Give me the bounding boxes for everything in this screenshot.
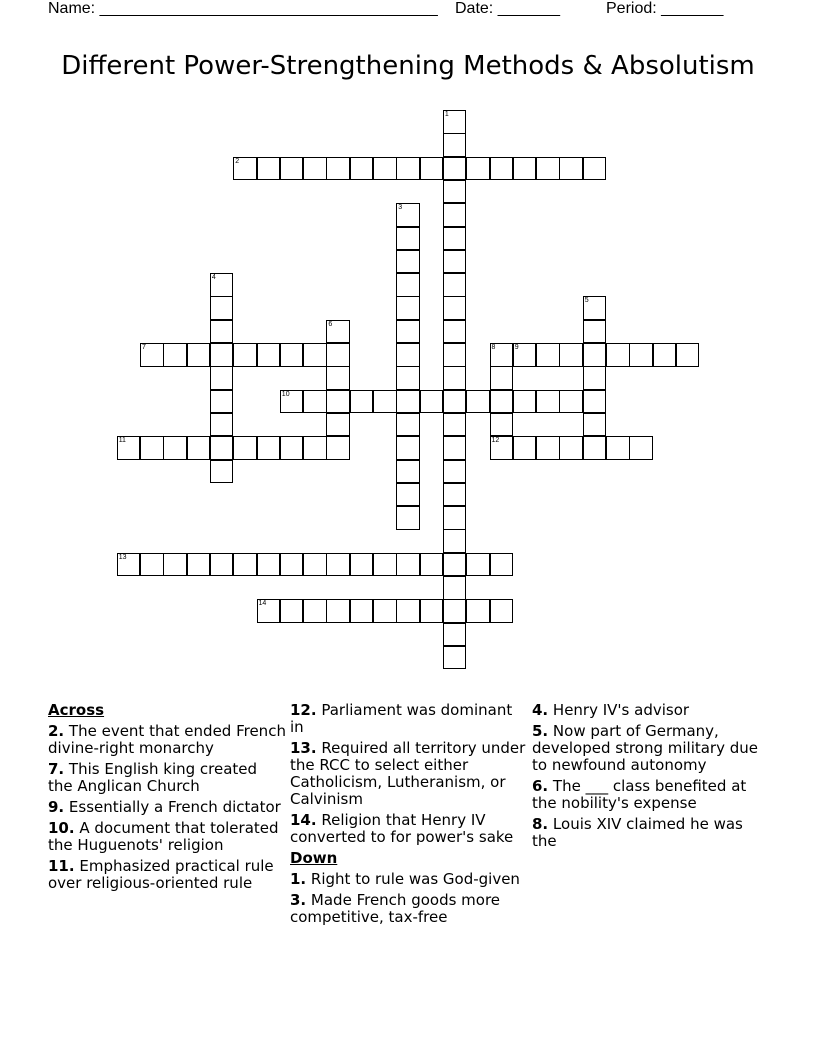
- crossword-cell[interactable]: [396, 599, 420, 623]
- clue-number-label: 8: [491, 344, 496, 351]
- crossword-cell[interactable]: [513, 343, 537, 367]
- clues-column-1: [48, 702, 286, 896]
- crossword-cell[interactable]: [490, 366, 514, 390]
- crossword-cell[interactable]: [396, 227, 420, 251]
- clue-text: Essentially a French dictator: [68, 798, 281, 816]
- crossword-cell[interactable]: [303, 390, 327, 414]
- clue-section-heading: Down: [290, 849, 338, 867]
- crossword-cell[interactable]: [257, 436, 281, 460]
- clue-item: [532, 816, 762, 850]
- crossword-cell[interactable]: [350, 390, 374, 414]
- crossword-cell[interactable]: [420, 157, 444, 181]
- crossword-cell[interactable]: [443, 133, 467, 157]
- clue-text: Henry IV's advisor: [552, 701, 690, 719]
- crossword-cell[interactable]: [233, 343, 257, 367]
- crossword-cell[interactable]: [117, 553, 141, 577]
- crossword-cell[interactable]: [583, 296, 607, 320]
- crossword-cell[interactable]: [536, 157, 560, 181]
- crossword-cell[interactable]: [326, 390, 350, 414]
- crossword-cell[interactable]: [396, 390, 420, 414]
- crossword-cell[interactable]: [140, 343, 164, 367]
- crossword-cell[interactable]: [559, 343, 583, 367]
- clue-number: 12.: [290, 701, 317, 719]
- period-field[interactable]: Period: _______: [606, 0, 724, 17]
- crossword-cell[interactable]: [233, 553, 257, 577]
- crossword-cell[interactable]: [606, 343, 630, 367]
- crossword-cell[interactable]: [559, 157, 583, 181]
- clue-item: [532, 723, 762, 774]
- crossword-cell[interactable]: [373, 553, 397, 577]
- clues-column-2: [290, 702, 528, 930]
- clue-text: Now part of Germany, developed strong military due to newfound autonomy: [532, 722, 759, 774]
- crossword-cell[interactable]: [396, 460, 420, 484]
- crossword-cell[interactable]: [583, 413, 607, 437]
- crossword-cell[interactable]: [140, 553, 164, 577]
- crossword-cell[interactable]: [303, 599, 327, 623]
- clue-number: 11.: [48, 857, 75, 875]
- crossword-cell[interactable]: [443, 623, 467, 647]
- crossword-cell[interactable]: [583, 343, 607, 367]
- crossword-cell[interactable]: [280, 553, 304, 577]
- crossword-cell[interactable]: [443, 413, 467, 437]
- crossword-cell[interactable]: [583, 157, 607, 181]
- clue-item: [290, 702, 528, 736]
- crossword-cell[interactable]: [303, 436, 327, 460]
- crossword-cell[interactable]: [350, 157, 374, 181]
- crossword-cell[interactable]: [443, 599, 467, 623]
- crossword-cell[interactable]: [396, 157, 420, 181]
- clue-text: A document that tolerated the Huguenots' religion: [48, 819, 279, 854]
- clue-number: 10.: [48, 819, 75, 837]
- crossword-cell[interactable]: [443, 529, 467, 553]
- crossword-cell[interactable]: [583, 320, 607, 344]
- crossword-cell[interactable]: [396, 203, 420, 227]
- page-title: Different Power-Strengthening Methods & Absolutism: [61, 51, 755, 81]
- crossword-cell[interactable]: [373, 390, 397, 414]
- clue-number: 14.: [290, 811, 317, 829]
- clue-text: This English king created the Anglican Church: [48, 760, 258, 795]
- crossword-cell[interactable]: [536, 436, 560, 460]
- clue-number-label: 5: [584, 297, 589, 305]
- crossword-cell[interactable]: [326, 436, 350, 460]
- crossword-cell[interactable]: [187, 343, 211, 367]
- crossword-cell[interactable]: [466, 390, 490, 414]
- clue-number-label: 4: [211, 274, 216, 282]
- clue-section-heading: Across: [48, 701, 105, 719]
- crossword-cell[interactable]: [187, 553, 211, 577]
- crossword-cell[interactable]: [443, 390, 467, 414]
- crossword-cell[interactable]: [396, 506, 420, 530]
- crossword-cell[interactable]: [280, 157, 304, 181]
- clue-item: [48, 761, 286, 795]
- clue-text: Parliament was dominant in: [290, 701, 513, 736]
- clue-number-label: 10: [281, 390, 290, 398]
- crossword-cell[interactable]: [210, 460, 234, 484]
- clue-item: [532, 778, 762, 812]
- crossword-cell[interactable]: [396, 320, 420, 344]
- crossword-cell[interactable]: [326, 599, 350, 623]
- clue-item: [290, 892, 528, 926]
- crossword-cell[interactable]: [443, 227, 467, 251]
- clue-number: 1.: [290, 870, 307, 888]
- crossword-cell[interactable]: [466, 157, 490, 181]
- crossword-cell[interactable]: [350, 553, 374, 577]
- crossword-cell[interactable]: [280, 390, 304, 414]
- crossword-cell[interactable]: [326, 553, 350, 577]
- crossword-cell[interactable]: [420, 599, 444, 623]
- crossword-cell[interactable]: [443, 110, 467, 134]
- crossword-cell[interactable]: [163, 553, 187, 577]
- crossword-cell[interactable]: [490, 390, 514, 414]
- name-field[interactable]: Name: ______________________________________: [48, 0, 438, 17]
- crossword-cell[interactable]: [676, 343, 700, 367]
- crossword-cell[interactable]: [443, 460, 467, 484]
- crossword-cell[interactable]: [373, 599, 397, 623]
- clue-number-label: 11: [118, 437, 126, 445]
- clue-text: The event that ended French divine-right monarchy: [48, 722, 286, 757]
- clue-text: Required all territory under the RCC to select either Catholicism, Lutheranism, or Calvinism: [290, 739, 526, 808]
- crossword-cell[interactable]: [443, 180, 467, 204]
- crossword-cell[interactable]: [396, 366, 420, 390]
- clue-item: [290, 871, 528, 888]
- crossword-cell[interactable]: [257, 599, 281, 623]
- crossword-cell[interactable]: [396, 343, 420, 367]
- clue-item: [290, 812, 528, 846]
- crossword-cell[interactable]: [210, 413, 234, 437]
- crossword-cell[interactable]: [513, 436, 537, 460]
- crossword-cell[interactable]: [443, 203, 467, 227]
- crossword-cell[interactable]: [443, 436, 467, 460]
- clue-item: [290, 740, 528, 808]
- crossword-cell[interactable]: [443, 296, 467, 320]
- clue-text: The ___ class benefited at the nobility's expense: [532, 777, 747, 812]
- clue-number-label: 9: [514, 344, 519, 351]
- clue-text: Right to rule was God-given: [310, 870, 520, 888]
- clue-number-label: 6: [328, 320, 333, 328]
- clue-number: 7.: [48, 760, 65, 778]
- crossword-cell[interactable]: [187, 436, 211, 460]
- clue-number-label: 13: [118, 553, 127, 561]
- crossword-cell[interactable]: [583, 390, 607, 414]
- crossword-cell[interactable]: [443, 483, 467, 507]
- crossword-cell[interactable]: [513, 390, 537, 414]
- crossword-cell[interactable]: [466, 599, 490, 623]
- clue-number: 8.: [532, 815, 549, 833]
- crossword-cell[interactable]: [653, 343, 677, 367]
- crossword-cell[interactable]: [420, 553, 444, 577]
- crossword-cell[interactable]: [140, 436, 164, 460]
- crossword-cell[interactable]: [559, 436, 583, 460]
- crossword-cell[interactable]: [443, 646, 467, 670]
- crossword-cell[interactable]: [396, 250, 420, 274]
- crossword-cell[interactable]: [326, 366, 350, 390]
- clue-item: [48, 858, 286, 892]
- clue-number: 3.: [290, 891, 307, 909]
- crossword-cell[interactable]: [559, 390, 583, 414]
- crossword-cell[interactable]: [443, 273, 467, 297]
- crossword-cell[interactable]: [303, 343, 327, 367]
- clue-number-label: 12: [491, 437, 500, 445]
- clue-item: [48, 799, 286, 816]
- crossword-cell[interactable]: [233, 157, 257, 181]
- clue-number-label: 1: [444, 111, 449, 118]
- clue-number: 9.: [48, 798, 65, 816]
- crossword-cell[interactable]: [606, 436, 630, 460]
- crossword-cell[interactable]: [326, 343, 350, 367]
- crossword-cell[interactable]: [396, 483, 420, 507]
- crossword-cell[interactable]: [583, 436, 607, 460]
- clue-number-label: 7: [142, 344, 146, 351]
- crossword-cell[interactable]: [396, 273, 420, 297]
- crossword-cell[interactable]: [490, 436, 514, 460]
- crossword-cell[interactable]: [233, 436, 257, 460]
- crossword-cell[interactable]: [163, 343, 187, 367]
- crossword-cell[interactable]: [350, 599, 374, 623]
- clue-number: 6.: [532, 777, 549, 795]
- crossword-cell[interactable]: [280, 599, 304, 623]
- crossword-cell[interactable]: [583, 366, 607, 390]
- crossword-cell[interactable]: [513, 157, 537, 181]
- crossword-cell[interactable]: [443, 506, 467, 530]
- crossword-cell[interactable]: [210, 390, 234, 414]
- crossword-cell[interactable]: [443, 320, 467, 344]
- crossword-cell[interactable]: [210, 553, 234, 577]
- crossword-cell[interactable]: [303, 157, 327, 181]
- crossword-cell[interactable]: [490, 553, 514, 577]
- crossword-cell[interactable]: [536, 390, 560, 414]
- clue-item: [48, 723, 286, 757]
- date-field[interactable]: Date: _______: [455, 0, 560, 17]
- crossword-cell[interactable]: [373, 157, 397, 181]
- crossword-cell[interactable]: [280, 343, 304, 367]
- crossword-cell[interactable]: [257, 157, 281, 181]
- crossword-cell[interactable]: [629, 343, 653, 367]
- clue-item: [48, 820, 286, 854]
- crossword-cell[interactable]: [490, 343, 514, 367]
- crossword-cell[interactable]: [210, 343, 234, 367]
- crossword-cell[interactable]: [257, 553, 281, 577]
- crossword-cell[interactable]: [210, 366, 234, 390]
- crossword-cell[interactable]: [629, 436, 653, 460]
- crossword-cell[interactable]: [466, 553, 490, 577]
- crossword-cell[interactable]: [536, 343, 560, 367]
- crossword-cell[interactable]: [257, 343, 281, 367]
- clue-number: 2.: [48, 722, 65, 740]
- clue-item: [532, 702, 762, 719]
- crossword-cell[interactable]: [420, 390, 444, 414]
- clue-text: Emphasized practical rule over religious-oriented rule: [48, 857, 274, 892]
- crossword-cell[interactable]: [443, 553, 467, 577]
- clue-number-label: 2: [235, 157, 240, 165]
- crossword-cell[interactable]: [443, 157, 467, 181]
- clues-column-3: [532, 702, 762, 854]
- crossword-cell[interactable]: [396, 553, 420, 577]
- crossword-cell[interactable]: [326, 320, 350, 344]
- crossword-cell[interactable]: [210, 436, 234, 460]
- clue-number-label: 14: [258, 600, 267, 608]
- clue-text: Religion that Henry IV converted to for power's sake: [290, 811, 514, 846]
- clue-number: 5.: [532, 722, 549, 740]
- crossword-cell[interactable]: [396, 296, 420, 320]
- crossword-cell[interactable]: [443, 250, 467, 274]
- crossword-cell[interactable]: [210, 320, 234, 344]
- crossword-cell[interactable]: [303, 553, 327, 577]
- crossword-cell[interactable]: [163, 436, 187, 460]
- clue-text: Made French goods more competitive, tax-free: [290, 891, 501, 926]
- crossword-cell[interactable]: [490, 413, 514, 437]
- crossword-cell[interactable]: [210, 273, 234, 297]
- clue-number: 4.: [532, 701, 549, 719]
- crossword-cell[interactable]: [396, 436, 420, 460]
- clue-number: 13.: [290, 739, 317, 757]
- crossword-cell[interactable]: [490, 157, 514, 181]
- crossword-cell[interactable]: [490, 599, 514, 623]
- clue-number-label: 3: [398, 204, 403, 212]
- clue-text: Louis XIV claimed he was the: [532, 815, 743, 850]
- crossword-cell[interactable]: [326, 413, 350, 437]
- crossword-cell[interactable]: [326, 157, 350, 181]
- crossword-cell[interactable]: [117, 436, 141, 460]
- crossword-cell[interactable]: [443, 366, 467, 390]
- crossword-cell[interactable]: [210, 296, 234, 320]
- crossword-cell[interactable]: [443, 576, 467, 600]
- crossword-cell[interactable]: [280, 436, 304, 460]
- crossword-cell[interactable]: [396, 413, 420, 437]
- crossword-cell[interactable]: [443, 343, 467, 367]
